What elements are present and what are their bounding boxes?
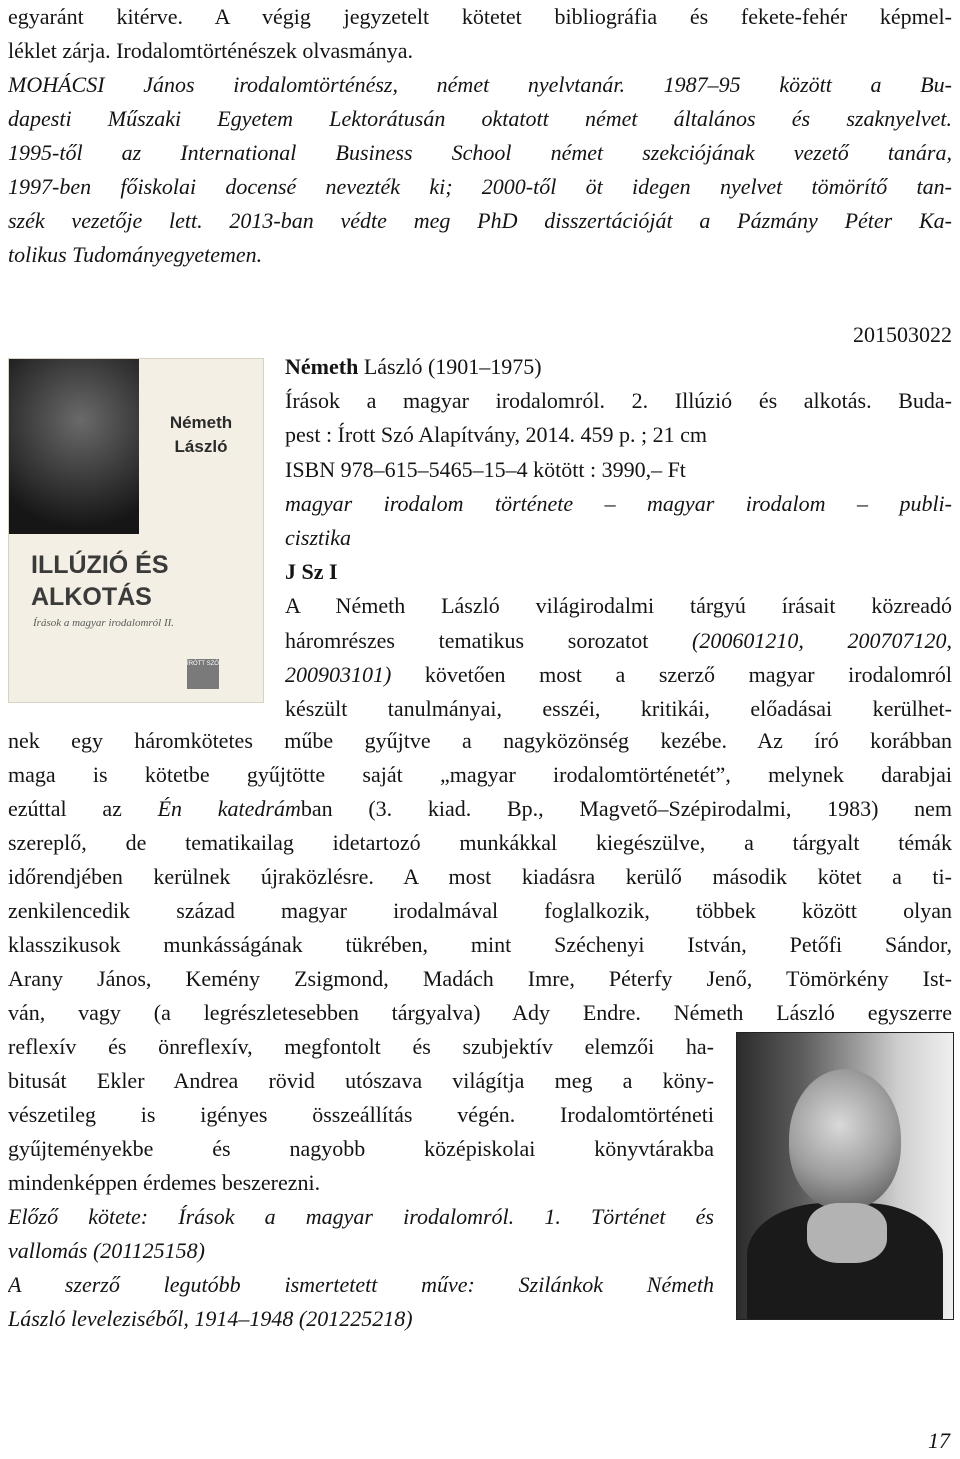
subject-line: cisztika	[285, 524, 351, 550]
text-line: egyaránt kitérve. A végig jegyzetelt kötetet bibliográfia és fekete-fehér képmel-	[8, 4, 952, 29]
classification: J Sz I	[285, 559, 338, 585]
portrait-head	[789, 1069, 901, 1209]
intro-paragraph	[8, 0, 952, 272]
text-line: A Németh László világirodalmi tárgyú írásait közreadó	[285, 593, 952, 619]
text-line: MOHÁCSI János irodalomtörténész, német nyelvtanár. 1987–95 között a Bu-	[8, 72, 952, 97]
text-span: követően most a szerző magyar irodalomról	[424, 661, 952, 687]
text-line: Írások a magyar irodalomról. 2. Illúzió és alkotás. Buda-	[285, 388, 952, 414]
bibliographic-entry	[285, 350, 952, 726]
publisher-logo: ÍRÓTT SZÓ	[187, 659, 219, 689]
previous-volume-note: Előző kötete: Írások a magyar irodalomról. 1. Történet és	[8, 1204, 714, 1229]
text-span: ban (3. kiad. Bp., Magvető–Szépirodalmi, 1983) nem	[300, 796, 952, 821]
text-line: nek egy háromkötetes műbe gyűjtve a nagyközönség kezébe. Az író korábban	[8, 728, 952, 753]
entry-code: 201503022	[853, 322, 952, 347]
page-number: 17	[928, 1428, 950, 1453]
text-line: szereplő, de tematikailag idetartozó munkákkal kiegészülve, a tárgyalt témák	[8, 830, 952, 855]
text-span: ezúttal az	[8, 796, 158, 821]
text-span: háromrészes tematikus sorozatot	[285, 627, 693, 653]
text-span-italic: (200601210, 200707120,	[692, 627, 952, 653]
text-line: léklet zárja. Irodalomtörténészek olvasmánya.	[8, 38, 413, 63]
text-line: klasszikusok munkásságának tükrében, mint Széchenyi István, Petőfi Sándor,	[8, 932, 952, 957]
entry-author	[285, 350, 952, 384]
text-line	[8, 792, 952, 826]
latest-work-note: A szerző legutóbb ismertetett műve: Szilánkok Németh	[8, 1272, 714, 1297]
cover-photo	[9, 359, 139, 534]
text-span-italic: 200903101)	[285, 661, 392, 687]
review-continuation	[8, 1030, 714, 1336]
author-surname: Németh	[285, 354, 359, 379]
text-line	[285, 624, 952, 658]
text-line: készült tanulmányai, esszéi, kritikái, előadásai kerülhet-	[285, 695, 952, 721]
text-line: tolikus Tudományegyetemen.	[8, 242, 263, 267]
text-line: 1995-től az International Business School német szekciójának vezető tanára,	[8, 140, 952, 165]
author-portrait-image	[736, 1032, 954, 1320]
text-line: ván, vagy (a legrészletesebben tárgyalva) Ady Endre. Németh László egyszerre	[8, 1000, 952, 1025]
text-span-italic: Én katedrám	[157, 796, 301, 821]
text-line: Arany János, Kemény Zsigmond, Madách Imre, Péterfy Jenő, Tömörkény Ist-	[8, 966, 952, 991]
previous-volume-note: vallomás (201125158)	[8, 1238, 205, 1263]
text-line: pest : Írott Szó Alapítvány, 2014. 459 p. ; 21 cm	[285, 422, 708, 448]
cover-subtitle: Írások a magyar irodalomról II.	[33, 617, 175, 629]
cover-author: Németh László	[169, 413, 233, 456]
text-line: reflexív és önreflexív, megfontolt és szubjektív elemzői ha-	[8, 1034, 714, 1059]
text-line: vészetileg is igényes összeállítás végén. Irodalomtörténeti	[8, 1102, 714, 1127]
text-line: maga is kötetbe gyűjtötte saját „magyar irodalomtörténetét”, melynek darabjai	[8, 762, 952, 787]
portrait-hands	[807, 1203, 887, 1263]
book-cover-image	[8, 358, 264, 703]
text-line: 1997-ben főiskolai docensé nevezték ki; 2000-től öt idegen nyelvet tömörítő tan-	[8, 174, 952, 199]
author-rest: László (1901–1975)	[358, 354, 542, 379]
text-line: mindenképpen érdemes beszerezni.	[8, 1170, 321, 1195]
text-line: dapesti Műszaki Egyetem Lektorátusán oktatott német általános és szaknyelvet.	[8, 106, 952, 131]
text-line	[285, 658, 952, 692]
isbn-line: ISBN 978–615–5465–15–4 kötött : 3990,– Ft	[285, 456, 686, 482]
subject-line: magyar irodalom története – magyar irodalom – publi-	[285, 490, 952, 516]
text-line: szék vezetője lett. 2013-ban védte meg PhD disszertációját a Pázmány Péter Ka-	[8, 208, 952, 233]
text-line: bitusát Ekler Andrea rövid utószava világítja meg a köny-	[8, 1068, 714, 1093]
text-line: zenkilencedik század magyar irodalmával foglalkozik, többek között olyan	[8, 898, 952, 923]
cover-title: ILLÚZIÓ ÉS ALKOTÁS	[31, 551, 169, 611]
latest-work-note: László leveleziséből, 1914–1948 (201225218)	[8, 1306, 413, 1331]
review-paragraph	[8, 724, 952, 1030]
text-line: gyűjteményekbe és nagyobb középiskolai könyvtárakba	[8, 1136, 714, 1161]
text-line: időrendjében kerülnek újraközlésre. A most kiadásra kerülő második kötet a ti-	[8, 864, 952, 889]
